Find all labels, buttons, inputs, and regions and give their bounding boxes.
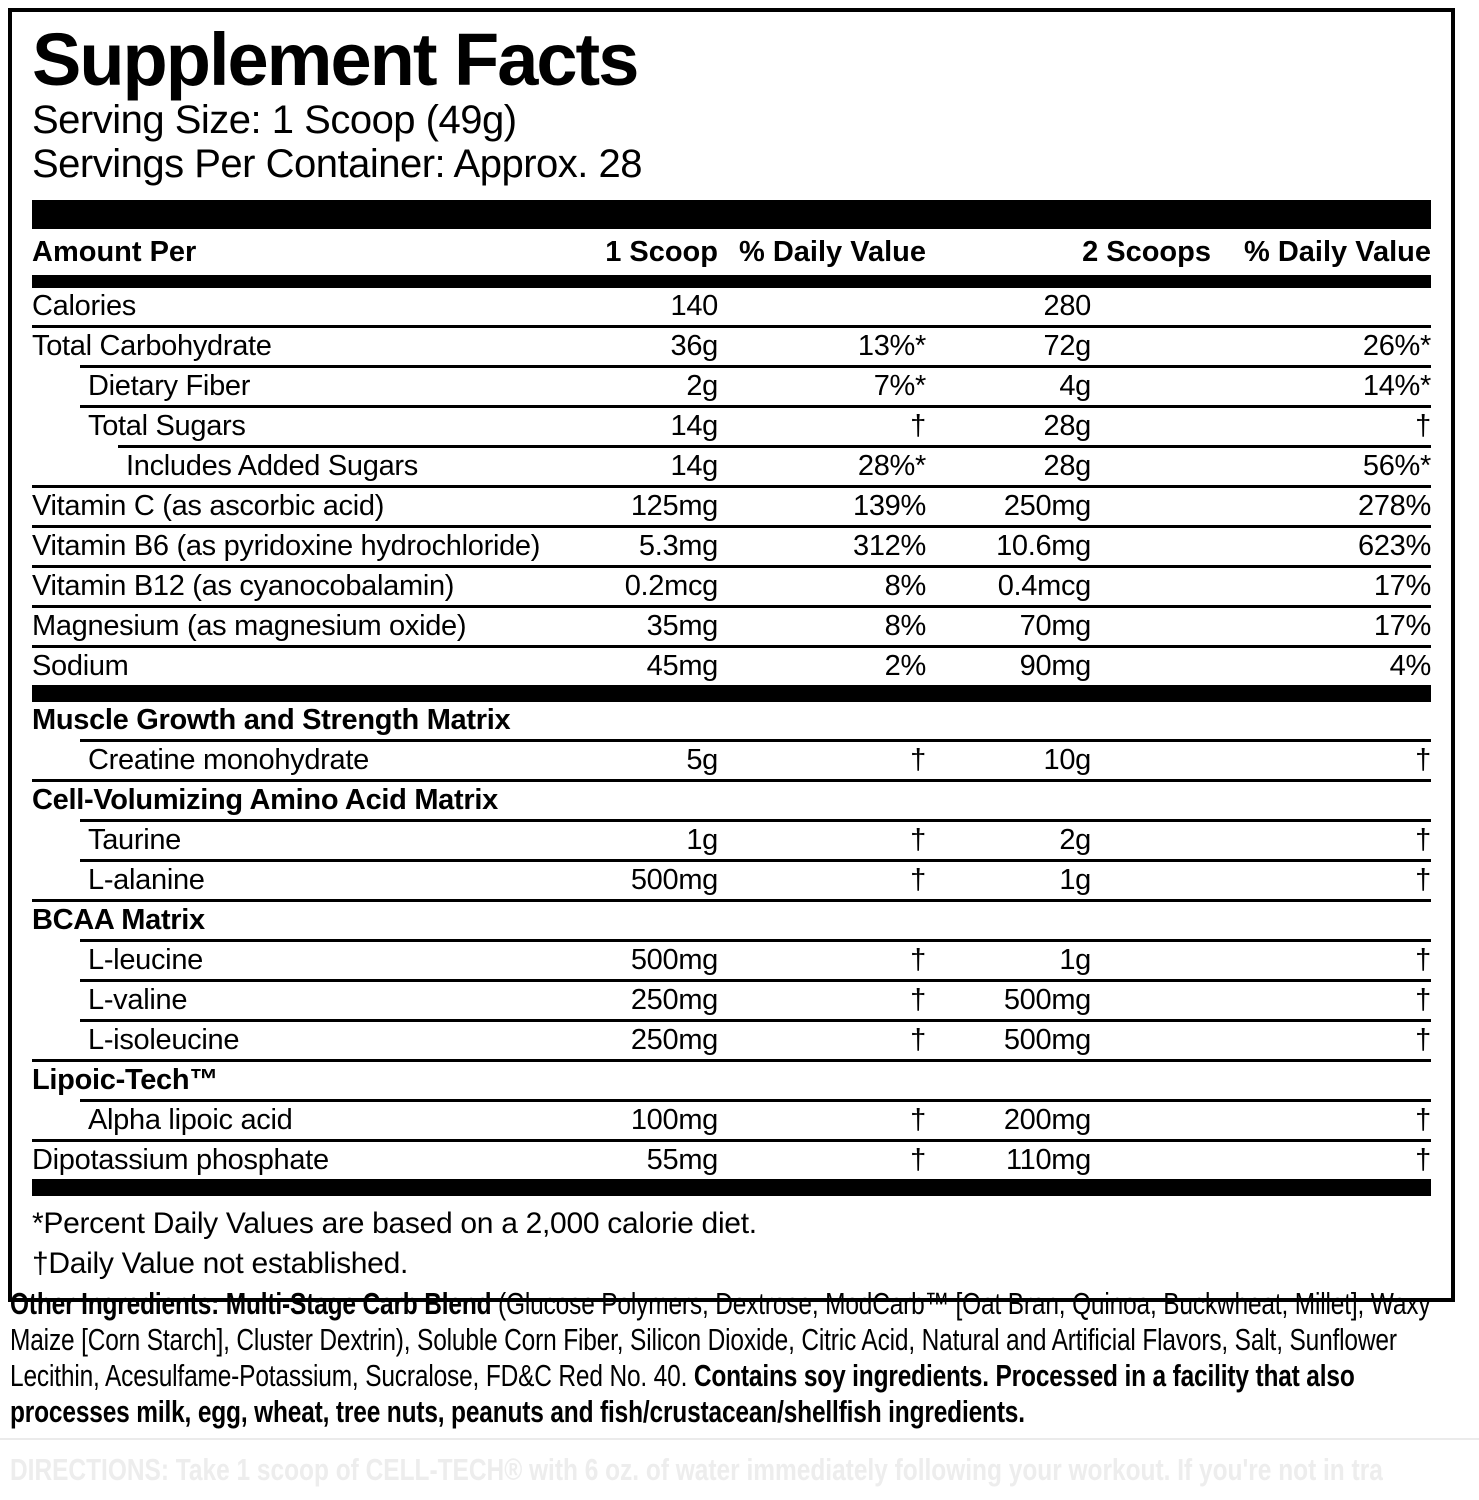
value-s1: 14g	[670, 410, 718, 442]
value-s2: 110mg	[1005, 1144, 1091, 1176]
nutrient-name: Vitamin C (as ascorbic acid)	[32, 490, 385, 522]
nutrient-name: Vitamin B12 (as cyanocobalamin)	[32, 570, 455, 602]
column-header-daily-value-2: % Daily Value	[1244, 235, 1431, 268]
section-header-row	[32, 1062, 1431, 1099]
nutrient-name: L-isoleucine	[88, 1024, 240, 1056]
column-header-row	[32, 229, 1431, 275]
servings-per-container-line: Servings Per Container: Approx. 28	[32, 142, 643, 186]
value-s2: 280	[1043, 290, 1091, 322]
value-s2: 28g	[1043, 450, 1091, 482]
value-dv1: 8%	[884, 610, 926, 642]
value-s2: 10g	[1043, 744, 1091, 776]
value-s2: 10.6mg	[996, 530, 1091, 562]
column-header-amount-per: Amount Per	[32, 235, 197, 268]
supplement-facts-panel	[8, 8, 1455, 1302]
value-s1: 1g	[686, 824, 718, 856]
value-s2: 200mg	[1003, 1104, 1091, 1136]
value-dv2: †	[1415, 1024, 1431, 1056]
facts-title: Supplement Facts	[32, 18, 638, 101]
nutrient-row	[32, 1142, 1431, 1179]
value-dv2: 4%	[1389, 650, 1431, 682]
nutrient-row	[32, 488, 1431, 525]
nutrient-name: Total Sugars	[88, 410, 246, 442]
value-dv1: †	[910, 1144, 926, 1176]
value-dv1: †	[910, 824, 926, 856]
header-top-bar	[32, 200, 1431, 229]
value-dv1: 312%	[853, 530, 926, 562]
value-dv1: 13%*	[857, 330, 926, 362]
value-dv2: †	[1415, 744, 1431, 776]
value-s1: 125mg	[630, 490, 718, 522]
value-dv2: †	[1415, 1104, 1431, 1136]
value-dv2: 623%	[1358, 530, 1431, 562]
value-s2: 2g	[1059, 824, 1091, 856]
nutrient-row	[32, 368, 1431, 405]
section-header-row	[32, 702, 1431, 739]
footnote-dagger: †Daily Value not established.	[32, 1247, 408, 1280]
value-dv2: †	[1415, 944, 1431, 976]
serving-size-line: Serving Size: 1 Scoop (49g)	[32, 98, 517, 142]
value-dv2: †	[1415, 410, 1431, 442]
nutrient-row	[32, 648, 1431, 685]
value-dv1: 7%*	[873, 370, 926, 402]
value-s2: 28g	[1043, 410, 1091, 442]
value-s2: 500mg	[1003, 984, 1091, 1016]
facts-rows	[32, 288, 1431, 1196]
value-s1: 250mg	[630, 984, 718, 1016]
value-s2: 4g	[1059, 370, 1091, 402]
value-s2: 250mg	[1003, 490, 1091, 522]
value-dv1: 139%	[853, 490, 926, 522]
value-s1: 140	[670, 290, 718, 322]
section-title: BCAA Matrix	[32, 904, 205, 936]
value-dv2: 56%*	[1362, 450, 1431, 482]
nutrient-name: Taurine	[88, 824, 182, 856]
value-s1: 36g	[670, 330, 718, 362]
value-s2: 500mg	[1003, 1024, 1091, 1056]
value-s1: 2g	[686, 370, 718, 402]
value-s2: 72g	[1043, 330, 1091, 362]
section-title: Muscle Growth and Strength Matrix	[32, 704, 511, 736]
section-header-row	[32, 902, 1431, 939]
nutrient-name: L-leucine	[88, 944, 203, 976]
section-title: Cell-Volumizing Amino Acid Matrix	[32, 784, 498, 816]
nutrient-row	[32, 982, 1431, 1019]
value-dv2: 17%	[1373, 570, 1431, 602]
nutrient-name: Includes Added Sugars	[126, 450, 418, 482]
nutrient-name: Alpha lipoic acid	[88, 1104, 293, 1136]
nutrient-name: Dietary Fiber	[88, 370, 251, 402]
value-dv1: 8%	[884, 570, 926, 602]
value-s1: 5.3mg	[638, 530, 718, 562]
value-s1: 45mg	[646, 650, 718, 682]
other-ingredients-allergen: Contains soy ingredients. Processed in a facility that also processes milk, egg, wheat, tree nuts, peanuts and fish/crustacean/shellfish ingredients.	[10, 1358, 1355, 1429]
section-divider-bar	[32, 1179, 1431, 1196]
value-s1: 500mg	[630, 864, 718, 896]
column-header-1-scoop: 1 Scoop	[605, 235, 718, 268]
value-dv2: 278%	[1358, 490, 1431, 522]
header-bottom-bar	[32, 275, 1431, 288]
nutrient-name: Vitamin B6 (as pyridoxine hydrochloride)	[32, 530, 541, 562]
value-dv2: †	[1415, 824, 1431, 856]
value-s2: 1g	[1059, 944, 1091, 976]
nutrient-row	[32, 568, 1431, 605]
value-dv1: †	[910, 864, 926, 896]
value-dv2: †	[1415, 864, 1431, 896]
nutrient-row	[32, 862, 1431, 899]
nutrient-row	[32, 942, 1431, 979]
value-s1: 100mg	[630, 1104, 718, 1136]
column-header-daily-value-1: % Daily Value	[739, 235, 926, 268]
value-s1: 55mg	[646, 1144, 718, 1176]
value-dv2: †	[1415, 984, 1431, 1016]
nutrient-row	[32, 448, 1431, 485]
section-title: Lipoic-Tech™	[32, 1064, 218, 1096]
nutrient-row	[32, 328, 1431, 365]
footnotes	[32, 1196, 1431, 1298]
value-dv1: 2%	[884, 650, 926, 682]
nutrient-name: Magnesium (as magnesium oxide)	[32, 610, 467, 642]
value-dv1: †	[910, 1104, 926, 1136]
value-dv1: 28%*	[857, 450, 926, 482]
value-dv1: †	[910, 984, 926, 1016]
nutrient-name: Calories	[32, 290, 136, 322]
value-dv2: 26%*	[1362, 330, 1431, 362]
nutrient-name: Total Carbohydrate	[32, 330, 272, 362]
value-dv1: †	[910, 1024, 926, 1056]
section-header-row	[32, 782, 1431, 819]
value-s1: 500mg	[630, 944, 718, 976]
value-s2: 70mg	[1019, 610, 1091, 642]
value-dv1: †	[910, 410, 926, 442]
directions-faint-text: DIRECTIONS: Take 1 scoop of CELL-TECH® with 6 oz. of water immediately following your workout. If you're not in tra	[10, 1452, 1383, 1487]
other-ingredients-body: (Glucose Polymers, Dextrose, ModCarb™ [Oat Bran, Quinoa, Buckwheat, Millet], Waxy Maize [Corn Starch], Cluster Dextrin), Soluble Corn Fiber, Silicon Dioxide, Citric Acid, Natural and Artificial Flavors, Salt, Sunflower Lecithin, Acesulfame-Potassium, Sucralose, FD&C Red No. 40.	[10, 1286, 1431, 1393]
faint-divider-line	[0, 1438, 1479, 1440]
nutrient-row	[32, 822, 1431, 859]
nutrient-row	[32, 288, 1431, 325]
footnote-percent-dv: *Percent Daily Values are based on a 2,000 calorie diet.	[32, 1207, 757, 1240]
nutrient-name: L-valine	[88, 984, 188, 1016]
value-dv1: †	[910, 944, 926, 976]
nutrient-row	[32, 608, 1431, 645]
value-dv1: †	[910, 744, 926, 776]
value-dv2: †	[1415, 1144, 1431, 1176]
nutrient-name: L-alanine	[88, 864, 205, 896]
nutrient-row	[32, 528, 1431, 565]
value-s1: 5g	[686, 744, 718, 776]
value-s1: 14g	[670, 450, 718, 482]
value-s1: 35mg	[646, 610, 718, 642]
value-s2: 90mg	[1019, 650, 1091, 682]
nutrient-row	[32, 1022, 1431, 1059]
nutrient-row	[32, 1102, 1431, 1139]
value-s2: 0.4mcg	[997, 570, 1091, 602]
nutrient-name: Sodium	[32, 650, 129, 682]
value-dv2: 17%	[1373, 610, 1431, 642]
value-s2: 1g	[1059, 864, 1091, 896]
value-s1: 0.2mcg	[624, 570, 718, 602]
section-divider-bar	[32, 685, 1431, 702]
value-s1: 250mg	[630, 1024, 718, 1056]
nutrient-row	[32, 742, 1431, 779]
nutrient-name: Dipotassium phosphate	[32, 1144, 329, 1176]
nutrient-name: Creatine monohydrate	[88, 744, 369, 776]
nutrient-row	[32, 408, 1431, 445]
value-dv2: 14%*	[1362, 370, 1431, 402]
other-ingredients-lead: Other Ingredients: Multi-Stage Carb Blend	[10, 1286, 492, 1321]
other-ingredients	[10, 1286, 1462, 1430]
column-header-2-scoops: 2 Scoops	[1082, 235, 1211, 268]
